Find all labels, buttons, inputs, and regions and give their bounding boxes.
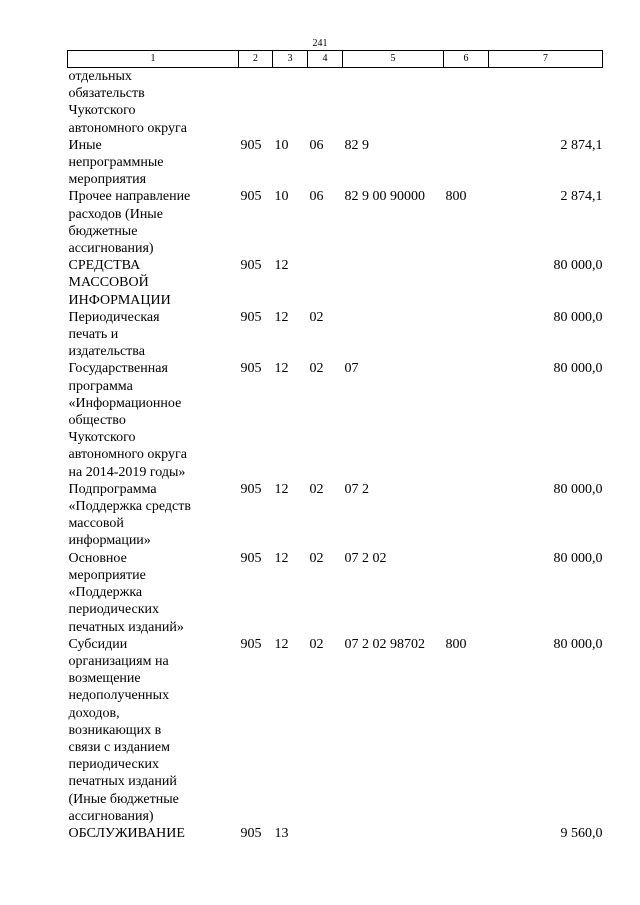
header-row xyxy=(68,51,603,68)
row-subsection: 06 xyxy=(309,137,324,153)
page-number: 241 xyxy=(312,38,328,49)
row-target: 07 2 02 98702 xyxy=(344,636,425,652)
row-expense-type: 800 xyxy=(445,189,467,205)
row-expense-type xyxy=(444,309,489,361)
row-section: 12 xyxy=(274,636,289,652)
header-col-4: 4 xyxy=(308,51,343,68)
table-row xyxy=(68,481,603,550)
row-amount: 80 000,0 xyxy=(553,361,603,377)
row-expense-type xyxy=(444,825,489,842)
row-name: Субсидии организациям на возмещение недополученных доходов, возникающих в связи с изданием периодических печатных изданий (Иные бюджетные ассигнования) xyxy=(68,636,179,824)
table-row xyxy=(68,825,603,842)
row-section: 10 xyxy=(274,137,289,153)
row-target: 07 xyxy=(344,361,359,377)
row-target: 07 2 xyxy=(344,481,369,497)
row-name: СРЕДСТВА МАССОВОЙ ИНФОРМАЦИИ xyxy=(68,258,171,308)
row-subsection xyxy=(308,825,343,842)
row-ministry: 905 xyxy=(240,137,262,153)
row-target xyxy=(343,825,444,842)
row-name: Прочее направление расходов (Иные бюджетные ассигнования) xyxy=(68,189,191,257)
header-col-7: 7 xyxy=(489,51,603,68)
row-expense-type xyxy=(444,257,489,309)
row-expense-type xyxy=(444,137,489,189)
row-section: 13 xyxy=(274,825,289,841)
header-col-2: 2 xyxy=(239,51,273,68)
row-target xyxy=(343,68,444,137)
row-amount: 2 874,1 xyxy=(560,137,603,153)
row-ministry: 905 xyxy=(240,550,262,566)
table-body xyxy=(68,68,603,843)
row-amount: 2 874,1 xyxy=(560,189,603,205)
row-target xyxy=(343,309,444,361)
table-row xyxy=(68,550,603,636)
row-target xyxy=(343,257,444,309)
row-subsection: 02 xyxy=(309,550,324,566)
table-row xyxy=(68,188,603,257)
header-col-5: 5 xyxy=(343,51,444,68)
row-expense-type xyxy=(444,68,489,137)
row-amount: 80 000,0 xyxy=(553,258,603,274)
row-amount: 9 560,0 xyxy=(560,825,603,841)
row-ministry: 905 xyxy=(240,361,262,377)
row-section: 10 xyxy=(274,189,289,205)
table-row xyxy=(68,309,603,361)
row-section: 12 xyxy=(274,258,289,274)
table-row xyxy=(68,360,603,480)
row-target: 07 2 02 xyxy=(344,550,387,566)
row-expense-type xyxy=(444,481,489,550)
row-ministry: 905 xyxy=(240,636,262,652)
table-header xyxy=(68,51,603,68)
row-subsection xyxy=(308,257,343,309)
row-name: Иные непрограммные мероприятия xyxy=(68,137,164,188)
row-section: 12 xyxy=(274,309,289,325)
row-subsection: 02 xyxy=(309,361,324,377)
row-amount: 80 000,0 xyxy=(553,636,603,652)
row-amount: 80 000,0 xyxy=(553,481,603,497)
table-row xyxy=(68,68,603,137)
row-ministry: 905 xyxy=(240,309,262,325)
row-name: Основное мероприятие «Поддержка периодических печатных изданий» xyxy=(68,550,184,635)
row-section: 12 xyxy=(274,361,289,377)
table-row xyxy=(68,257,603,309)
table-row xyxy=(68,137,603,189)
row-subsection: 06 xyxy=(309,189,324,205)
row-expense-type xyxy=(444,360,489,480)
row-name: Государственная программа «Информационное общество Чукотского автономного округа на 2014-2019 годы» xyxy=(68,361,187,480)
row-ministry: 905 xyxy=(240,825,262,841)
row-name: ОБСЛУЖИВАНИЕ xyxy=(68,825,185,841)
row-name: Подпрограмма «Поддержка средств массовой информации» xyxy=(68,481,191,549)
row-ministry: 905 xyxy=(240,258,262,274)
row-amount: 80 000,0 xyxy=(553,550,603,566)
row-name: Периодическая печать и издательства xyxy=(68,309,160,360)
header-col-3: 3 xyxy=(273,51,308,68)
row-ministry xyxy=(239,68,273,137)
row-target: 82 9 xyxy=(344,137,369,153)
row-ministry: 905 xyxy=(240,481,262,497)
row-subsection xyxy=(308,68,343,137)
row-section xyxy=(273,68,308,137)
row-name: отдельных обязательств Чукотского автономного округа xyxy=(68,69,187,136)
row-subsection: 02 xyxy=(309,636,324,652)
table-row xyxy=(68,636,603,825)
header-col-6: 6 xyxy=(444,51,489,68)
row-ministry: 905 xyxy=(240,189,262,205)
row-section: 12 xyxy=(274,481,289,497)
row-expense-type xyxy=(444,550,489,636)
row-amount xyxy=(489,68,603,137)
row-target: 82 9 00 90000 xyxy=(344,189,425,205)
budget-table xyxy=(67,50,603,842)
row-amount: 80 000,0 xyxy=(553,309,603,325)
row-subsection: 02 xyxy=(309,481,324,497)
row-expense-type: 800 xyxy=(445,636,467,652)
row-subsection: 02 xyxy=(309,309,324,325)
header-col-1: 1 xyxy=(68,51,239,68)
row-section: 12 xyxy=(274,550,289,566)
